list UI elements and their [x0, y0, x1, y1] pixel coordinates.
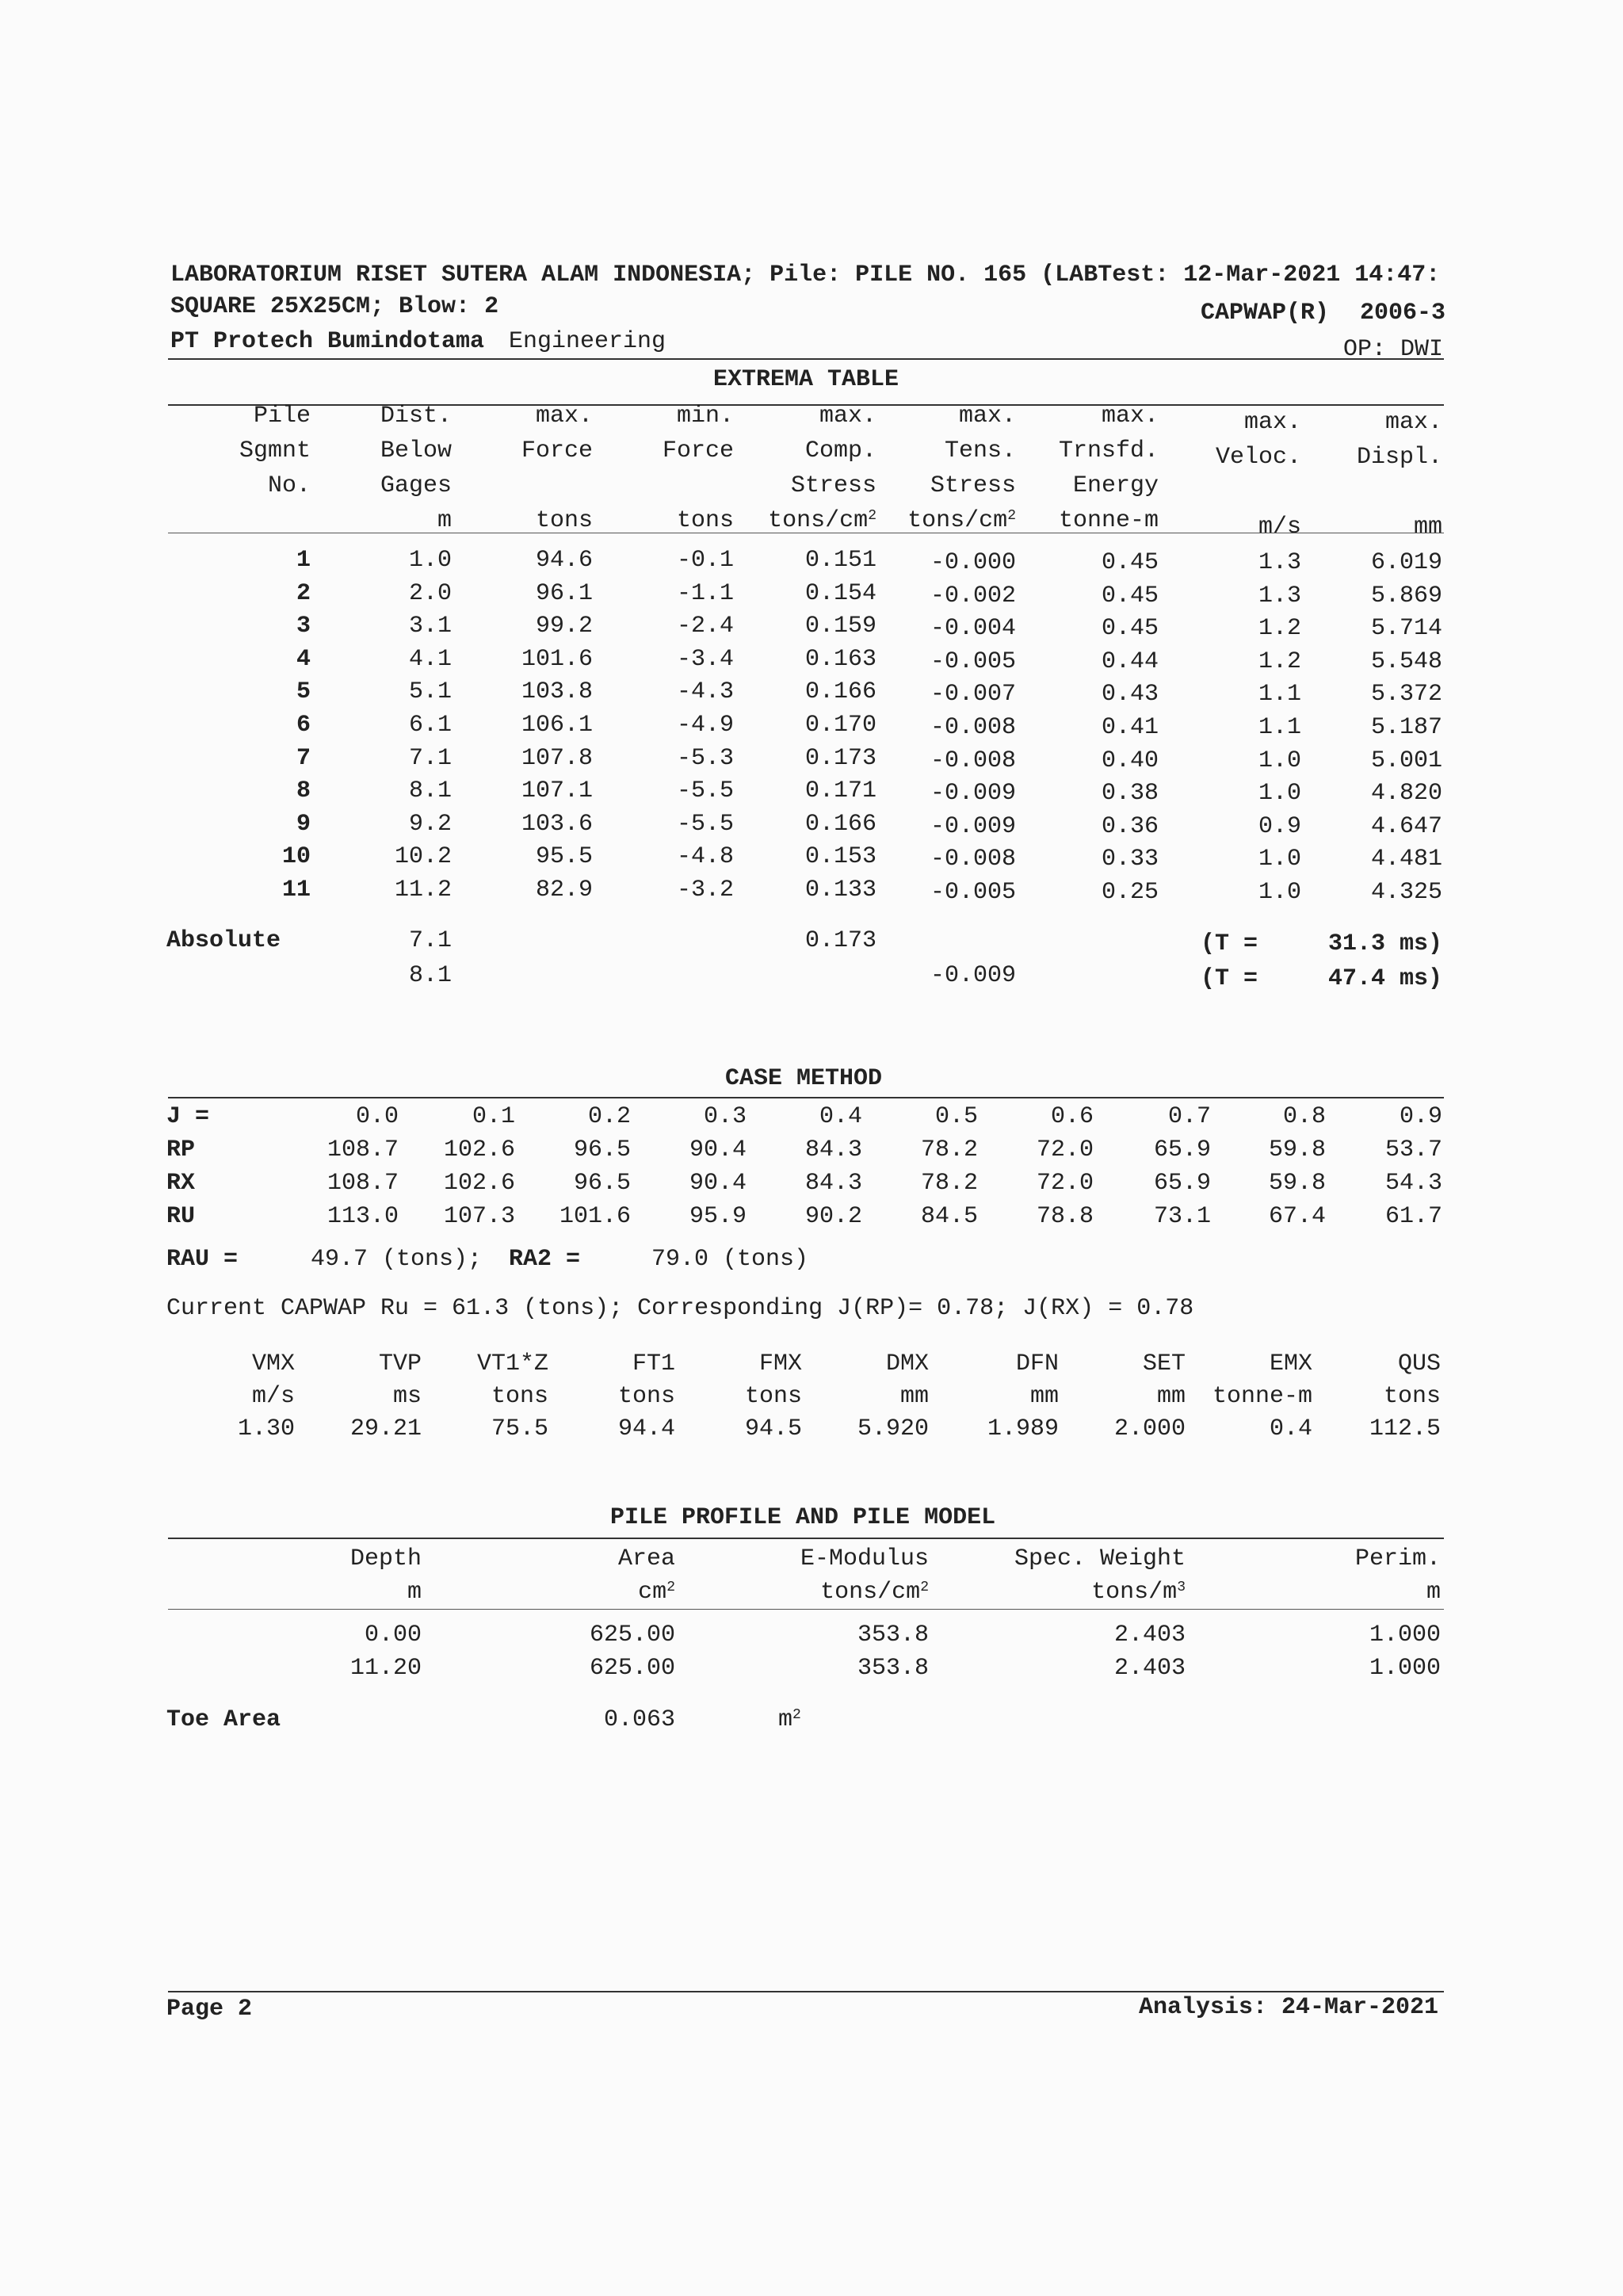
extrema-cell: 7.1: [408, 744, 452, 772]
extrema-cell: 10.2: [394, 843, 452, 871]
extrema-header-2-3: tons: [535, 507, 593, 534]
case-cell: 90.2: [804, 1203, 862, 1230]
extrema-cell: 1.2: [1258, 615, 1301, 643]
absolute-comp-stress: 0.173: [804, 927, 876, 954]
extrema-header-7-0: max.: [1243, 409, 1301, 436]
segment-number: 6: [296, 712, 311, 739]
pile-profile-unit-4: m: [1426, 1579, 1441, 1606]
summary-value-fmx: 94.5: [744, 1415, 802, 1442]
analysis-date: Analysis: 24-Mar-2021: [1139, 1994, 1439, 2021]
operator: OP: DWI: [1343, 336, 1444, 363]
summary-unit-qus: tons: [1383, 1383, 1441, 1410]
case-cell: 96.5: [573, 1137, 631, 1163]
summary-unit-tvp: ms: [392, 1383, 422, 1410]
pile-profile-header-rule: [168, 1609, 1444, 1610]
extrema-cell: 99.2: [535, 613, 593, 640]
case-row-label-ru: RU: [166, 1203, 196, 1230]
extrema-header-6-3: tonne-m: [1058, 507, 1159, 534]
extrema-header-8-1: Displ.: [1356, 444, 1442, 471]
extrema-table-title: EXTREMA TABLE: [713, 366, 899, 393]
pile-profile-cell: 0.00: [364, 1622, 422, 1648]
j-label: J =: [166, 1103, 210, 1130]
summary-value-tvp: 29.21: [349, 1415, 422, 1442]
summary-header-ft1: FT1: [632, 1350, 675, 1377]
extrema-cell: 0.25: [1101, 879, 1159, 906]
summary-header-vt1z: VT1*Z: [476, 1350, 548, 1377]
case-cell: 108.7: [327, 1137, 399, 1163]
extrema-cell: -5.5: [676, 777, 734, 805]
j-value: 0.4: [819, 1103, 862, 1130]
extrema-cell: 2.0: [408, 579, 452, 607]
segment-number: 3: [296, 613, 311, 640]
extrema-cell: 107.1: [521, 777, 593, 805]
extrema-cell: -0.008: [930, 747, 1016, 774]
j-value: 0.8: [1282, 1103, 1326, 1130]
extrema-header-2-1: Force: [521, 437, 593, 464]
summary-unit-fmx: tons: [744, 1383, 802, 1410]
extrema-header-4-2: Stress: [790, 472, 876, 499]
footer-rule: [168, 1991, 1444, 1992]
extrema-header-5-1: Tens.: [944, 437, 1016, 464]
segment-number: 10: [281, 843, 311, 871]
extrema-cell: 0.38: [1101, 780, 1159, 808]
extrema-cell: -0.1: [676, 547, 734, 574]
j-value: 0.9: [1399, 1103, 1442, 1130]
extrema-cell: 0.173: [804, 744, 876, 772]
summary-header-dmx: DMX: [885, 1350, 929, 1377]
extrema-cell: 1.0: [408, 547, 452, 574]
pile-profile-header-2: E-Modulus: [800, 1545, 929, 1572]
report-header-line1: LABORATORIUM RISET SUTERA ALAM INDONESIA; Pile: PILE NO. 165 (LABTest: 12-Mar-2021 14:47:: [170, 262, 1441, 288]
j-value: 0.0: [355, 1103, 399, 1130]
extrema-cell: 0.45: [1101, 615, 1159, 643]
summary-unit-vt1z: tons: [491, 1383, 548, 1410]
extrema-cell: -0.000: [930, 549, 1016, 576]
extrema-cell: 95.5: [535, 843, 593, 871]
segment-number: 11: [281, 877, 311, 904]
absolute-time-label: (T =: [1201, 965, 1258, 992]
extrema-cell: 96.1: [535, 579, 593, 607]
program-name: CAPWAP(R): [1201, 300, 1330, 327]
extrema-header-1-3: m: [437, 507, 452, 534]
extrema-cell: 0.171: [804, 777, 876, 805]
extrema-cell: 1.0: [1258, 846, 1301, 873]
extrema-cell: -0.008: [930, 846, 1016, 873]
extrema-cell: 4.820: [1370, 780, 1442, 808]
extrema-header-7-3: m/s: [1258, 514, 1301, 541]
extrema-header-6-2: Energy: [1072, 472, 1159, 499]
extrema-cell: 1.0: [1258, 879, 1301, 906]
extrema-header-4-0: max.: [819, 403, 876, 430]
pile-profile-unit-2: tons/$cm^2$: [820, 1579, 929, 1606]
pile-profile-header-0: Depth: [349, 1545, 422, 1572]
pile-profile-cell: 1.000: [1369, 1622, 1441, 1648]
extrema-header-8-3: mm: [1413, 514, 1442, 541]
extrema-header-5-2: Stress: [930, 472, 1016, 499]
case-cell: 72.0: [1036, 1170, 1094, 1197]
segment-number: 8: [296, 777, 311, 805]
extrema-header-4-3: tons/$cm^2$: [768, 507, 876, 534]
extrema-cell: 5.548: [1370, 648, 1442, 675]
toe-area-label: Toe Area: [166, 1706, 281, 1733]
extrema-cell: 4.1: [408, 645, 452, 673]
extrema-header-6-1: Trnsfd.: [1058, 437, 1159, 464]
extrema-cell: 0.153: [804, 843, 876, 871]
segment-number: 2: [296, 579, 311, 607]
extrema-cell: 6.019: [1370, 549, 1442, 576]
case-cell: 65.9: [1153, 1137, 1211, 1163]
absolute-dist: 7.1: [408, 927, 452, 954]
segment-number: 7: [296, 744, 311, 772]
extrema-cell: 103.6: [521, 810, 593, 838]
extrema-cell: 0.154: [804, 579, 876, 607]
extrema-cell: 0.36: [1101, 812, 1159, 840]
summary-header-qus: QUS: [1397, 1350, 1441, 1377]
pile-profile-cell: 625.00: [589, 1655, 675, 1682]
segment-number: 1: [296, 547, 311, 574]
pile-profile-header-1: Area: [617, 1545, 675, 1572]
case-cell: 72.0: [1036, 1137, 1094, 1163]
company-name: PT Protech Bumindotama: [170, 328, 485, 355]
case-cell: 78.2: [920, 1170, 978, 1197]
case-cell: 61.7: [1384, 1203, 1442, 1230]
summary-header-fmx: FMX: [758, 1350, 802, 1377]
case-cell: 84.3: [804, 1170, 862, 1197]
case-cell: 84.3: [804, 1137, 862, 1163]
extrema-cell: 82.9: [535, 877, 593, 904]
extrema-cell: -3.2: [676, 877, 734, 904]
absolute-time-value: 31.3 ms): [1327, 930, 1442, 957]
extrema-cell: 1.2: [1258, 648, 1301, 675]
summary-header-vmx: VMX: [251, 1350, 295, 1377]
j-value: 0.5: [934, 1103, 978, 1130]
extrema-cell: 94.6: [535, 547, 593, 574]
extrema-cell: -0.007: [930, 681, 1016, 709]
summary-header-tvp: TVP: [378, 1350, 422, 1377]
current-capwap-line: Current CAPWAP Ru = 61.3 (tons); Corresponding J(RP)= 0.78; J(RX) = 0.78: [166, 1295, 1194, 1322]
segment-number: 9: [296, 810, 311, 838]
summary-header-emx: EMX: [1269, 1350, 1312, 1377]
ra2-label: RA2 =: [509, 1246, 581, 1273]
extrema-cell: 5.1: [408, 678, 452, 706]
extrema-header-3-3: tons: [676, 507, 734, 534]
segment-number: 5: [296, 678, 311, 706]
j-value: 0.2: [587, 1103, 631, 1130]
summary-value-vt1z: 75.5: [491, 1415, 548, 1442]
extrema-header-1-1: Below: [380, 437, 452, 464]
pile-profile-top-rule: [168, 1538, 1444, 1539]
summary-unit-ft1: tons: [617, 1383, 675, 1410]
pile-profile-cell: 353.8: [857, 1655, 929, 1682]
extrema-cell: 0.163: [804, 645, 876, 673]
pile-profile-cell: 2.403: [1113, 1622, 1186, 1648]
summary-value-set: 2.000: [1113, 1415, 1186, 1442]
extrema-cell: 0.9: [1258, 812, 1301, 840]
summary-value-dfn: 1.989: [987, 1415, 1059, 1442]
summary-unit-vmx: m/s: [251, 1383, 295, 1410]
case-cell: 73.1: [1153, 1203, 1211, 1230]
case-cell: 96.5: [573, 1170, 631, 1197]
case-row-label-rx: RX: [166, 1170, 196, 1197]
extrema-cell: -4.9: [676, 712, 734, 739]
case-cell: 95.9: [689, 1203, 747, 1230]
case-cell: 113.0: [327, 1203, 399, 1230]
extrema-cell: -0.009: [930, 812, 1016, 840]
case-cell: 78.2: [920, 1137, 978, 1163]
pile-profile-cell: 353.8: [857, 1622, 929, 1648]
summary-header-set: SET: [1142, 1350, 1186, 1377]
extrema-header-6-0: max.: [1101, 403, 1159, 430]
page-number: Page 2: [166, 1996, 253, 2023]
extrema-header-5-3: tons/$cm^2$: [907, 507, 1016, 534]
extrema-cell: 4.325: [1370, 879, 1442, 906]
absolute-tens-stress: -0.009: [930, 962, 1016, 989]
summary-value-dmx: 5.920: [857, 1415, 929, 1442]
case-cell: 107.3: [443, 1203, 515, 1230]
summary-unit-emx: tonne-m: [1212, 1383, 1312, 1410]
extrema-header-1-0: Dist.: [380, 403, 452, 430]
summary-unit-dmx: mm: [899, 1383, 929, 1410]
extrema-header-7-1: Veloc.: [1215, 444, 1301, 471]
summary-value-qus: 112.5: [1369, 1415, 1441, 1442]
extrema-cell: 3.1: [408, 613, 452, 640]
pile-profile-header-4: Perim.: [1354, 1545, 1441, 1572]
j-value: 0.6: [1050, 1103, 1094, 1130]
extrema-header-2-0: max.: [535, 403, 593, 430]
extrema-cell: 5.869: [1370, 582, 1442, 609]
case-cell: 59.8: [1268, 1137, 1326, 1163]
extrema-cell: -3.4: [676, 645, 734, 673]
case-row-label-rp: RP: [166, 1137, 196, 1163]
extrema-header-5-0: max.: [958, 403, 1016, 430]
extrema-cell: -2.4: [676, 613, 734, 640]
summary-unit-dfn: mm: [1029, 1383, 1059, 1410]
extrema-cell: -0.004: [930, 615, 1016, 643]
extrema-cell: 5.372: [1370, 681, 1442, 709]
extrema-header-0-0: Pile: [253, 403, 311, 430]
extrema-cell: 1.3: [1258, 582, 1301, 609]
absolute-label: Absolute: [166, 927, 281, 954]
extrema-header-0-2: No.: [267, 472, 311, 499]
case-cell: 59.8: [1268, 1170, 1326, 1197]
extrema-cell: 0.170: [804, 712, 876, 739]
case-cell: 53.7: [1384, 1137, 1442, 1163]
extrema-header-3-1: Force: [662, 437, 734, 464]
pile-profile-cell: 11.20: [349, 1655, 422, 1682]
absolute-dist: 8.1: [408, 962, 452, 989]
summary-value-ft1: 94.4: [617, 1415, 675, 1442]
j-value: 0.3: [703, 1103, 747, 1130]
extrema-header-8-0: max.: [1384, 409, 1442, 436]
case-method-title: CASE METHOD: [725, 1065, 883, 1092]
pile-profile-unit-1: $cm^2$: [638, 1579, 675, 1606]
extrema-cell: 4.481: [1370, 846, 1442, 873]
extrema-cell: -5.5: [676, 810, 734, 838]
extrema-cell: 6.1: [408, 712, 452, 739]
extrema-cell: 9.2: [408, 810, 452, 838]
pile-profile-title: PILE PROFILE AND PILE MODEL: [610, 1504, 996, 1531]
case-cell: 67.4: [1268, 1203, 1326, 1230]
pile-profile-cell: 625.00: [589, 1622, 675, 1648]
segment-number: 4: [296, 645, 311, 673]
extrema-cell: 101.6: [521, 645, 593, 673]
pile-profile-cell: 2.403: [1113, 1655, 1186, 1682]
extrema-cell: 0.151: [804, 547, 876, 574]
extrema-cell: -1.1: [676, 579, 734, 607]
extrema-cell: 11.2: [394, 877, 452, 904]
extrema-cell: 106.1: [521, 712, 593, 739]
extrema-cell: 0.41: [1101, 714, 1159, 741]
extrema-cell: 1.1: [1258, 714, 1301, 741]
company-name-suffix: Engineering: [509, 328, 666, 355]
extrema-cell: 5.187: [1370, 714, 1442, 741]
ra2-value: 79.0 (tons): [651, 1246, 809, 1273]
summary-unit-set: mm: [1156, 1383, 1186, 1410]
case-cell: 101.6: [559, 1203, 631, 1230]
extrema-cell: 1.3: [1258, 549, 1301, 576]
extrema-cell: -0.005: [930, 648, 1016, 675]
case-cell: 102.6: [443, 1170, 515, 1197]
pile-description: SQUARE 25X25CM; Blow: 2: [170, 293, 499, 320]
extrema-cell: 5.714: [1370, 615, 1442, 643]
pile-profile-unit-0: m: [407, 1579, 422, 1606]
extrema-cell: 0.166: [804, 678, 876, 706]
extrema-cell: 8.1: [408, 777, 452, 805]
summary-value-vmx: 1.30: [237, 1415, 295, 1442]
case-cell: 102.6: [443, 1137, 515, 1163]
extrema-cell: -4.8: [676, 843, 734, 871]
extrema-cell: 1.0: [1258, 747, 1301, 774]
rau-value: 49.7 (tons);: [311, 1246, 483, 1273]
pile-profile-cell: 1.000: [1369, 1655, 1441, 1682]
case-cell: 90.4: [689, 1137, 747, 1163]
extrema-cell: 0.166: [804, 810, 876, 838]
summary-value-emx: 0.4: [1269, 1415, 1312, 1442]
case-cell: 108.7: [327, 1170, 399, 1197]
extrema-cell: 0.33: [1101, 846, 1159, 873]
toe-area-value: 0.063: [604, 1706, 676, 1733]
absolute-time-value: 47.4 ms): [1327, 965, 1442, 992]
case-method-rule: [168, 1097, 1444, 1098]
extrema-cell: 5.001: [1370, 747, 1442, 774]
extrema-cell: 4.647: [1370, 812, 1442, 840]
extrema-cell: 0.40: [1101, 747, 1159, 774]
absolute-time-label: (T =: [1201, 930, 1258, 957]
rau-label: RAU =: [166, 1246, 239, 1273]
extrema-cell: 1.0: [1258, 780, 1301, 808]
extrema-cell: -5.3: [676, 744, 734, 772]
extrema-header-1-2: Gages: [380, 472, 452, 499]
extrema-header-0-1: Sgmnt: [239, 437, 311, 464]
header-divider: [168, 358, 1444, 360]
case-cell: 65.9: [1153, 1170, 1211, 1197]
extrema-header-3-0: min.: [676, 403, 734, 430]
case-cell: 84.5: [920, 1203, 978, 1230]
extrema-cell: 0.45: [1101, 549, 1159, 576]
extrema-cell: 103.8: [521, 678, 593, 706]
summary-header-dfn: DFN: [1015, 1350, 1059, 1377]
extrema-cell: 0.44: [1101, 648, 1159, 675]
extrema-header-4-1: Comp.: [804, 437, 876, 464]
extrema-cell: 0.45: [1101, 582, 1159, 609]
case-cell: 54.3: [1384, 1170, 1442, 1197]
extrema-cell: 0.133: [804, 877, 876, 904]
case-cell: 78.8: [1036, 1203, 1094, 1230]
extrema-cell: -0.002: [930, 582, 1016, 609]
toe-area-unit: $m^2$: [778, 1706, 801, 1733]
pile-profile-header-3: Spec. Weight: [1014, 1545, 1186, 1572]
extrema-cell: 0.159: [804, 613, 876, 640]
extrema-cell: 0.43: [1101, 681, 1159, 709]
extrema-cell: -0.005: [930, 879, 1016, 906]
extrema-cell: 107.8: [521, 744, 593, 772]
j-value: 0.1: [472, 1103, 515, 1130]
j-value: 0.7: [1167, 1103, 1211, 1130]
pile-profile-unit-3: tons/$m^3$: [1091, 1579, 1186, 1606]
extrema-cell: -0.009: [930, 780, 1016, 808]
case-cell: 90.4: [689, 1170, 747, 1197]
extrema-cell: -0.008: [930, 714, 1016, 741]
extrema-cell: -4.3: [676, 678, 734, 706]
program-version: 2006-3: [1360, 300, 1446, 327]
extrema-cell: 1.1: [1258, 681, 1301, 709]
